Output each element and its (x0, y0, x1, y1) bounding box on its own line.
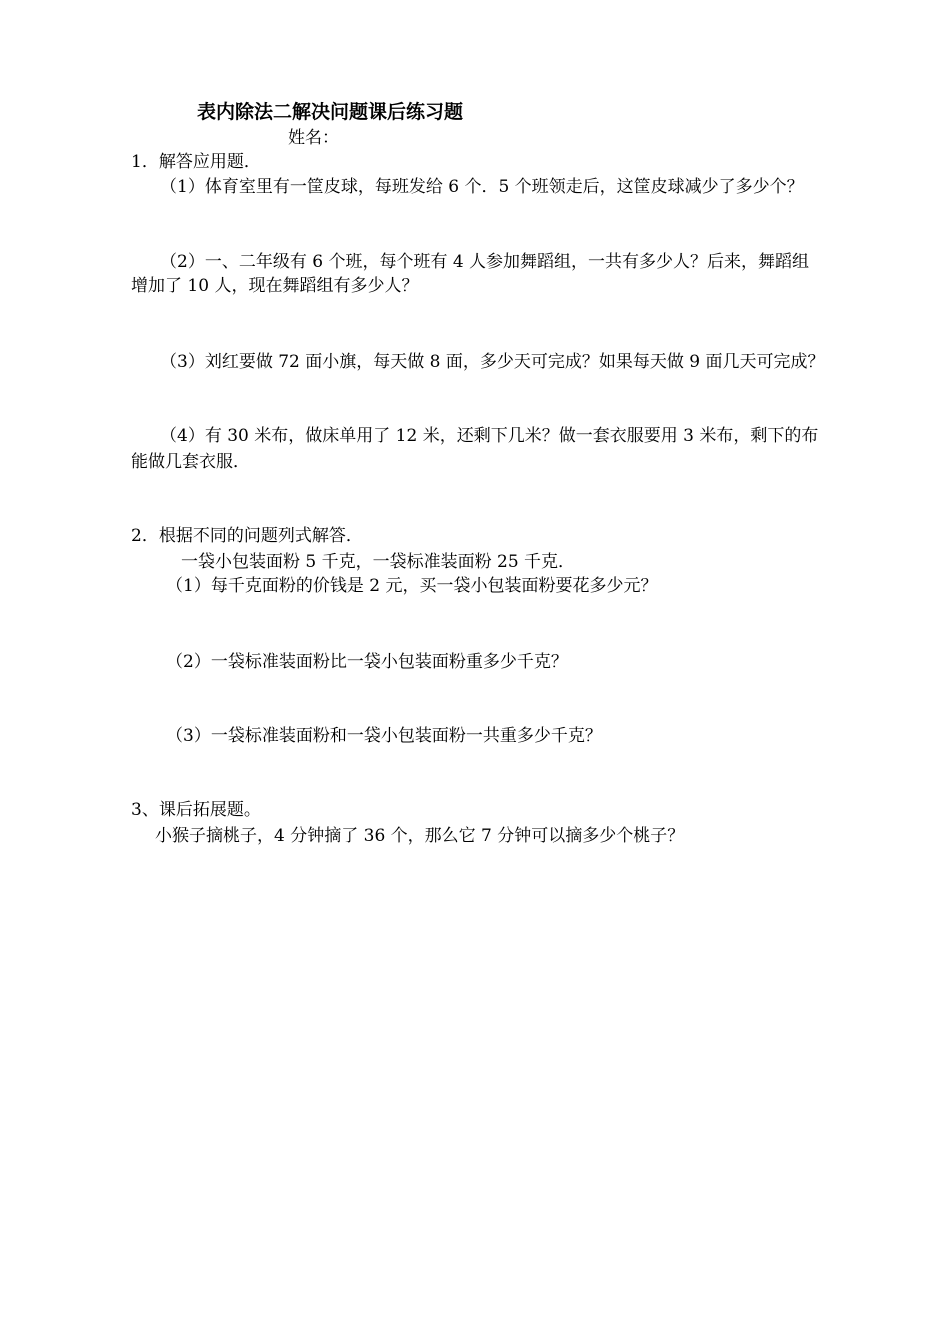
section-3-heading: 3、课后拓展题。 (131, 800, 261, 820)
question-2-3: （3）一袋标准装面粉和一袋小包装面粉一共重多少千克？ (166, 726, 602, 746)
page-title: 表内除法二解决问题课后练习题 (197, 101, 464, 123)
name-label: 姓名： (288, 128, 339, 148)
question-1-2-line-2: 增加了 10 人，现在舞蹈组有多少人？ (131, 276, 419, 296)
question-2-1: （1）每千克面粉的价钱是 2 元，买一袋小包装面粉要花多少元？ (166, 576, 658, 596)
question-1-2-line-1: （2）一、二年级有 6 个班，每个班有 4 人参加舞蹈组，一共有多少人？后来，舞蹈组 (160, 252, 810, 272)
question-1-4-line-1: （4）有 30 米布，做床单用了 12 米，还剩下几米？做一套衣服要用 3 米布，剩下的布 (160, 426, 819, 446)
section-2-intro: 一袋小包装面粉 5 千克，一袋标准装面粉 25 千克． (181, 552, 576, 572)
question-1-1: （1）体育室里有一筐皮球，每班发给 6 个．5 个班领走后，这筐皮球减少了多少个？ (160, 177, 804, 197)
question-1-3: （3）刘红要做 72 面小旗，每天做 8 面，多少天可完成？如果每天做 9 面几天可完成？ (160, 352, 825, 372)
section-2-heading: 2．根据不同的问题列式解答． (131, 526, 363, 546)
question-1-4-line-2: 能做几套衣服． (131, 452, 250, 472)
section-1-heading: 1．解答应用题． (131, 152, 261, 172)
question-3-1: 小猴子摘桃子，4 分钟摘了 36 个，那么它 7 分钟可以摘多少个桃子？ (155, 826, 685, 846)
question-2-2: （2）一袋标准装面粉比一袋小包装面粉重多少千克？ (166, 652, 568, 672)
